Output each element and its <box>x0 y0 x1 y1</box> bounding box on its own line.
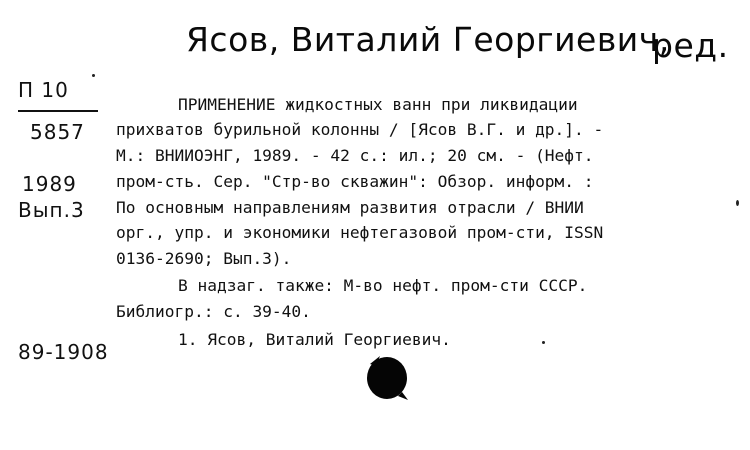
entry-line-6: орг., упр. и экономики нефтегазовой пром-сти, ISSN <box>116 223 604 242</box>
call-number-issue: Вып.3 <box>18 198 85 222</box>
entry-line-4: пром-сть. Сер. "Стр-во скважин": Обзор. информ. : <box>116 172 594 191</box>
handwritten-author-name: Ясов, Виталий Георгиевич, <box>186 20 670 59</box>
entry-line-5: По основным направлениям развития отрасли / ВНИИ <box>116 198 584 217</box>
handwritten-editor-note: ред. <box>652 26 729 65</box>
ink-speck <box>92 74 95 77</box>
entry-line-2: прихватов бурильной колонны / [Ясов В.Г. и др.]. - <box>116 120 604 139</box>
accession-number: 89-1908 <box>18 340 109 364</box>
call-number-class: 5857 <box>30 120 85 144</box>
entry-line-1: ПРИМЕНЕНИЕ жидкостных ванн при ликвидации <box>178 95 578 114</box>
punch-hole <box>362 352 412 404</box>
ink-speck <box>542 341 545 344</box>
entry-line-8: В надзаг. также: М-во нефт. пром-сти СССР. <box>178 276 588 295</box>
entry-line-9: Библиогр.: с. 39-40. <box>116 302 311 321</box>
entry-line-7: 0136-2690; Вып.3). <box>116 249 292 268</box>
ink-speck <box>736 200 739 206</box>
call-number-shelf: П 10 <box>18 78 69 102</box>
entry-line-3: М.: ВНИИОЭНГ, 1989. - 42 с.: ил.; 20 см. - (Нефт. <box>116 146 594 165</box>
entry-line-10: 1. Ясов, Виталий Георгиевич. <box>178 330 451 349</box>
call-number-divider <box>18 110 98 112</box>
call-number-year: 1989 <box>22 172 77 196</box>
